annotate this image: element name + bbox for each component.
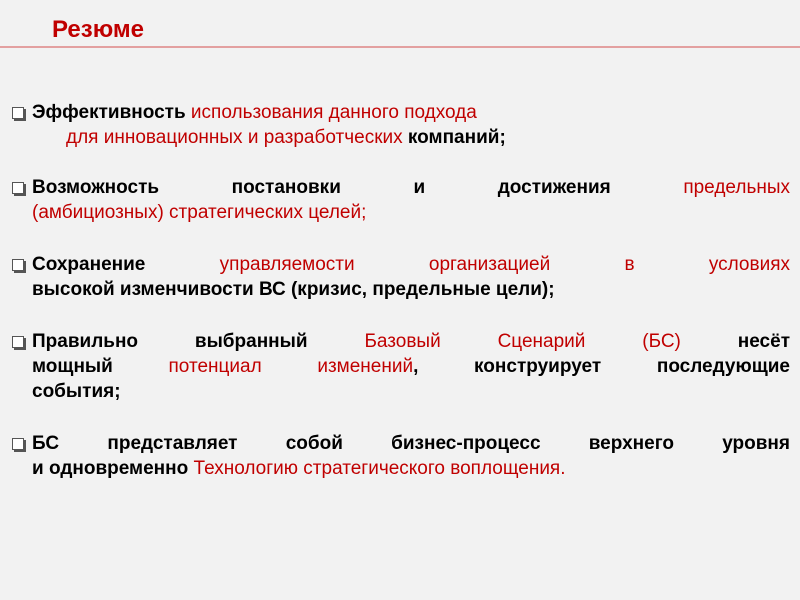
bullet-item-4 bbox=[10, 329, 790, 404]
bullet-text: Базовый Сценарий (БС) bbox=[307, 331, 738, 352]
bullet-text: Правильно выбранный bbox=[32, 331, 308, 352]
bullet-text: и одновременно bbox=[32, 458, 194, 479]
bullet-item-5 bbox=[10, 431, 790, 481]
bullet-text: компаний; bbox=[402, 127, 506, 148]
bullet-text: для инновационных и разработческих bbox=[66, 127, 403, 148]
checkbox-bullet-icon bbox=[12, 182, 24, 194]
checkbox-bullet-icon bbox=[12, 336, 24, 348]
bullet-text: использования данного подхода bbox=[185, 102, 477, 123]
checkbox-bullet-icon bbox=[12, 259, 24, 271]
bullet-text: Сохранение bbox=[32, 254, 146, 275]
bullet-text: мощный bbox=[32, 356, 113, 377]
bullet-text: события; bbox=[32, 381, 121, 402]
checkbox-bullet-icon bbox=[12, 107, 24, 119]
bullet-text: , конструирует последующие bbox=[413, 356, 790, 377]
bullet-text: предельных bbox=[683, 177, 790, 198]
bullet-text: Возможность постановки и достижения bbox=[32, 177, 684, 198]
bullet-list bbox=[10, 100, 790, 508]
bullet-text: (амбициозных) стратегических целей; bbox=[32, 202, 367, 223]
bullet-item-2 bbox=[10, 175, 790, 225]
bullet-text: высокой изменчивости ВС (кризис, предельные цели); bbox=[32, 279, 555, 300]
title-rule bbox=[0, 46, 800, 48]
bullet-text: управляемости организацией в условиях bbox=[145, 254, 790, 275]
bullet-text: БС представляет собой бизнес-процесс верхнего уровня bbox=[32, 433, 790, 454]
bullet-text: Эффективность bbox=[32, 102, 186, 123]
bullet-text: Технологию стратегического воплощения. bbox=[193, 458, 566, 479]
slide-title: Резюме bbox=[52, 16, 144, 43]
bullet-item-3 bbox=[10, 252, 790, 302]
bullet-text: потенциал изменений bbox=[112, 356, 414, 377]
checkbox-bullet-icon bbox=[12, 438, 24, 450]
bullet-text: несёт bbox=[737, 331, 790, 352]
bullet-item-1 bbox=[10, 100, 790, 150]
